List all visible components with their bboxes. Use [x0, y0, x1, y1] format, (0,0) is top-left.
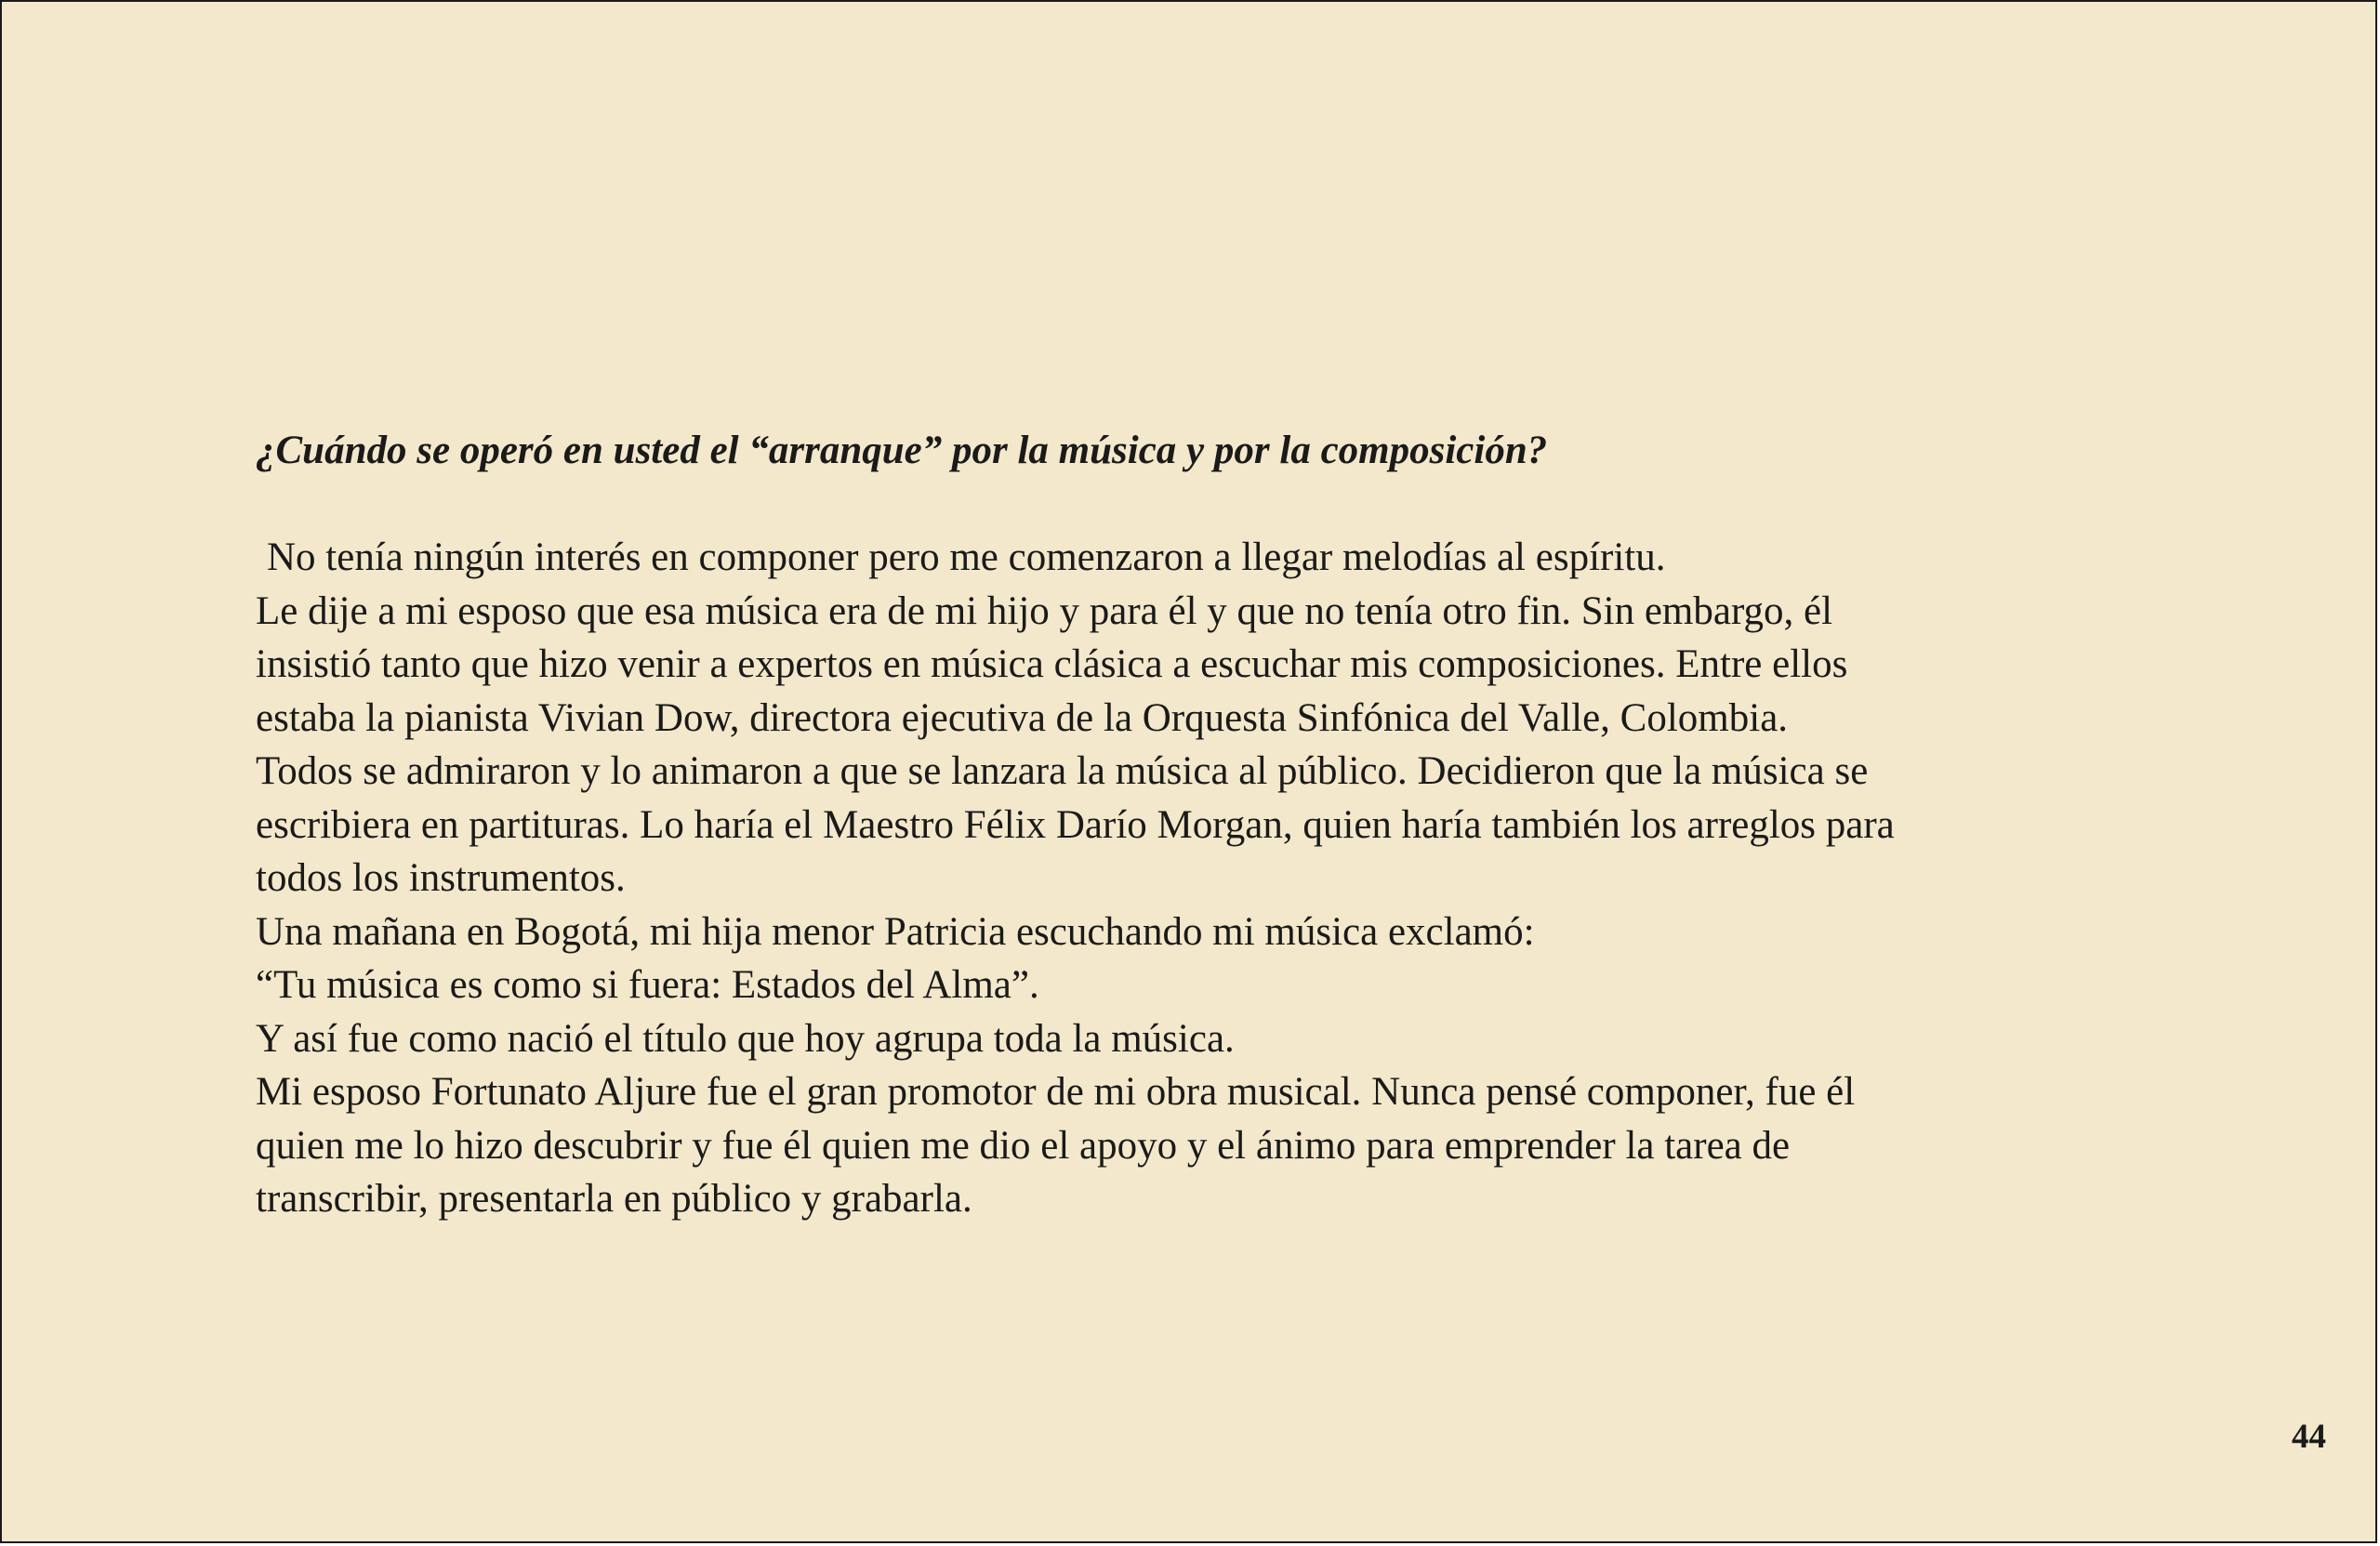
answer-line: quien me lo hizo descubrir y fue él quien me dio el apoyo y el ánimo para emprender la tarea de	[256, 1123, 1791, 1168]
page-number: 44	[2292, 1418, 2326, 1456]
answer-body	[256, 531, 2115, 1226]
answer-line: todos los instrumentos.	[256, 856, 626, 900]
answer-line: Y así fue como nació el título que hoy agrupa toda la música.	[256, 1016, 1235, 1061]
answer-line: Mi esposo Fortunato Aljure fue el gran promotor de mi obra musical. Nunca pensé componer, fue él	[256, 1070, 1856, 1114]
answer-line: insistió tanto que hizo venir a expertos en música clásica a escuchar mis composiciones. Entre ellos	[256, 642, 1848, 686]
interview-question: ¿Cuándo se operó en usted el “arranque” por la música y por la composición?	[256, 429, 1548, 472]
answer-line: “Tu música es como si fuera: Estados del Alma”.	[256, 963, 1039, 1007]
answer-line: estaba la pianista Vivian Dow, directora ejecutiva de la Orquesta Sinfónica del Valle, Colombia.	[256, 695, 1789, 740]
answer-line: transcribir, presentarla en público y grabarla.	[256, 1177, 972, 1221]
answer-line: No tenía ningún interés en componer pero me comenzaron a llegar melodías al espíritu.	[267, 535, 1666, 579]
answer-line: Una mañana en Bogotá, mi hija menor Patricia escuchando mi música exclamó:	[256, 909, 1535, 954]
answer-line: Todos se admiraron y lo animaron a que se lanzara la música al público. Decidieron que la música se	[256, 749, 1869, 793]
page-content	[256, 424, 2115, 1226]
answer-line: escribiera en partituras. Lo haría el Maestro Félix Darío Morgan, quien haría también los arreglos para	[256, 802, 1895, 847]
answer-line: Le dije a mi esposo que esa música era de mi hijo y para él y que no tenía otro fin. Sin embargo, él	[256, 588, 1833, 633]
